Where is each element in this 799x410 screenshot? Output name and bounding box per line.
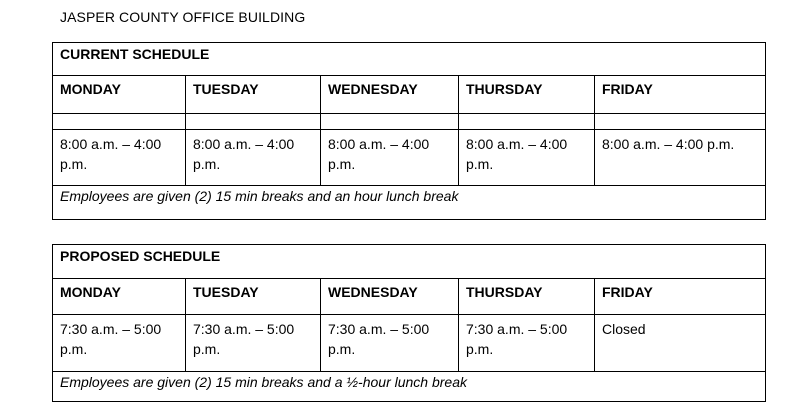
proposed-schedule-header: PROPOSED SCHEDULE [53, 245, 766, 279]
proposed-day-friday: FRIDAY [595, 279, 766, 315]
current-hours-thursday: 8:00 a.m. – 4:00 p.m. [459, 130, 595, 186]
current-hours-monday: 8:00 a.m. – 4:00 p.m. [53, 130, 186, 186]
current-spacer-row [53, 114, 766, 130]
proposed-hours-wednesday: 7:30 a.m. – 5:00 p.m. [321, 315, 459, 372]
current-day-tuesday: TUESDAY [186, 76, 321, 114]
document-title: JASPER COUNTY OFFICE BUILDING [60, 9, 306, 25]
empty-cell [53, 114, 186, 130]
current-note-row [53, 186, 766, 220]
current-schedule-header-row [53, 43, 766, 76]
proposed-days-row [53, 279, 766, 315]
proposed-day-wednesday: WEDNESDAY [321, 279, 459, 315]
empty-cell [321, 114, 459, 130]
proposed-hours-friday: Closed [595, 315, 766, 372]
proposed-hours-row [53, 315, 766, 372]
proposed-note-row [53, 372, 766, 402]
current-day-thursday: THURSDAY [459, 76, 595, 114]
current-breaks-note: Employees are given (2) 15 min breaks and an hour lunch break [53, 186, 766, 220]
empty-cell [186, 114, 321, 130]
proposed-hours-thursday: 7:30 a.m. – 5:00 p.m. [459, 315, 595, 372]
current-schedule-header: CURRENT SCHEDULE [53, 43, 766, 76]
current-hours-wednesday: 8:00 a.m. – 4:00 p.m. [321, 130, 459, 186]
proposed-schedule-table [52, 244, 766, 402]
current-hours-tuesday: 8:00 a.m. – 4:00 p.m. [186, 130, 321, 186]
current-hours-row [53, 130, 766, 186]
proposed-hours-monday: 7:30 a.m. – 5:00 p.m. [53, 315, 186, 372]
current-days-row [53, 76, 766, 114]
proposed-schedule-header-row [53, 245, 766, 279]
proposed-hours-tuesday: 7:30 a.m. – 5:00 p.m. [186, 315, 321, 372]
proposed-day-tuesday: TUESDAY [186, 279, 321, 315]
proposed-day-monday: MONDAY [53, 279, 186, 315]
current-day-friday: FRIDAY [595, 76, 766, 114]
empty-cell [459, 114, 595, 130]
empty-cell [595, 114, 766, 130]
current-schedule-table [52, 42, 766, 220]
current-hours-friday: 8:00 a.m. – 4:00 p.m. [595, 130, 766, 186]
proposed-day-thursday: THURSDAY [459, 279, 595, 315]
current-day-monday: MONDAY [53, 76, 186, 114]
proposed-breaks-note: Employees are given (2) 15 min breaks and a ½-hour lunch break [53, 372, 766, 402]
current-day-wednesday: WEDNESDAY [321, 76, 459, 114]
